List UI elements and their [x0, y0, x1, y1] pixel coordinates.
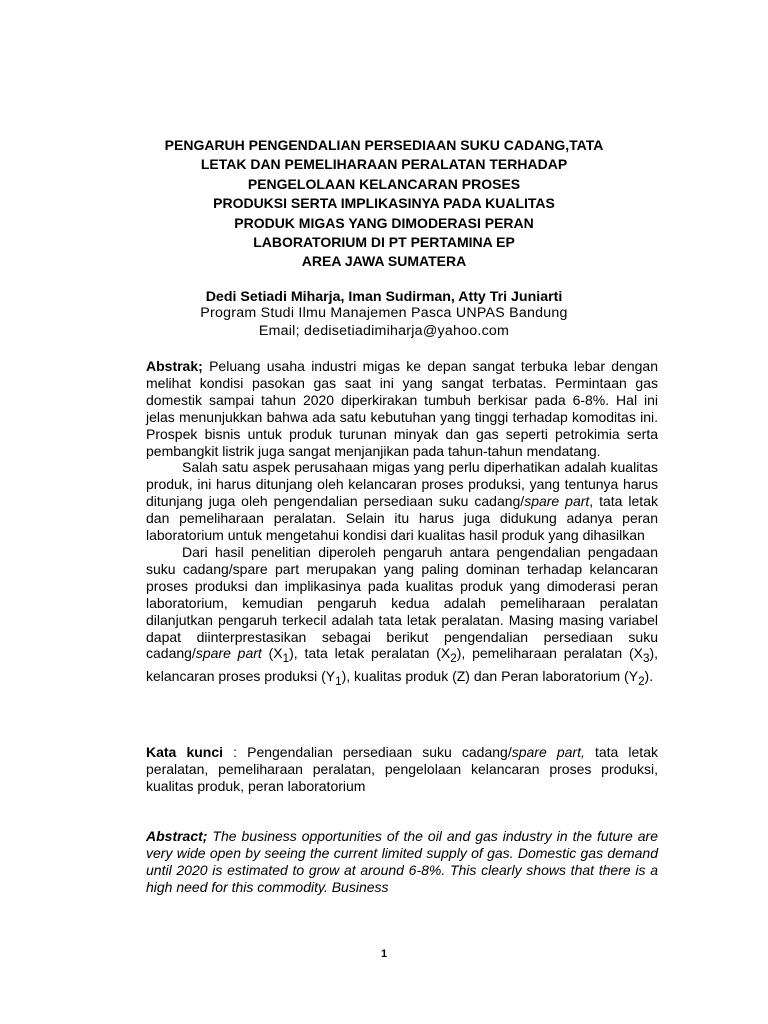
abstract-english-paragraph: [146, 828, 658, 896]
variable-subscript: 1: [335, 674, 342, 688]
abstrak-text: (X: [261, 645, 283, 662]
variable-subscript: 2: [450, 652, 457, 666]
keywords-text: tata letak peralatan, pemeliharaan peralatan, pengelolaan kelancaran proses produksi, kualitas produk, peran laboratorium: [146, 744, 658, 794]
abstract-english-section: [146, 828, 658, 896]
author-list: Dedi Setiadi Miharja, Iman Sudirman, Atty Tri Juniarti: [205, 289, 563, 305]
abstrak-italic-term: spare part: [195, 645, 262, 662]
author-affiliation: Program Studi Ilmu Manajemen Pasca UNPAS Bandung: [200, 305, 568, 321]
abstrak-text: Salah satu aspek perusahaan migas yang perlu diperhatikan adalah kualitas produk, ini harus ditunjang oleh kelancaran proses produksi, yang tentunya harus ditunjang juga oleh pengendalian persediaan suku cadang/: [146, 459, 658, 510]
page-number: 1: [380, 948, 388, 960]
author-email: Email; dedisetiadimiharja@yahoo.com: [258, 323, 510, 339]
variable-subscript: 3: [642, 652, 650, 666]
abstrak-text: ), kelancaran proses produksi (Y: [146, 645, 659, 685]
title-line: LABORATORIUM DI PT PERTAMINA EP: [253, 234, 515, 251]
keywords-italic-term: spare part,: [511, 744, 585, 760]
abstrak-text: Dari hasil penelitian diperoleh pengaruh antara pengendalian pengadaan suku cadang/spare part merupakan yang paling dominan terhadap kelancaran proses produksi dan implikasinya pada kualitas produk yang dimoderasi peran laboratorium, kemudian pengaruh kedua adalah pemeliharaan peralatan dilanjutkan pengaruh terkecil adalah tata letak peralatan. Masing masing variabel dapat diinterprestasikan sebagai berikut pengendalian persediaan suku cadang/: [146, 543, 658, 662]
title-line: PRODUK MIGAS YANG DIMODERASI PERAN: [234, 214, 534, 231]
title-line: AREA JAWA SUMATERA: [301, 253, 467, 270]
abstrak-text: ), tata letak peralatan (X: [289, 645, 451, 662]
keywords-paragraph: [146, 744, 658, 795]
abstrak-italic-term: spare part: [524, 493, 590, 510]
keywords-label: Kata kunci: [146, 744, 224, 760]
title-line: LETAK DAN PEMELIHARAAN PERALATAN TERHADAP: [200, 156, 568, 173]
abstrak-label: Abstrak;: [146, 358, 203, 374]
abstract-english-label: Abstract;: [146, 828, 208, 844]
paper-title: [110, 136, 658, 272]
abstrak-section: [146, 358, 658, 691]
keywords-text: : Pengendalian persediaan suku cadang/: [223, 744, 512, 760]
abstrak-paragraph-1: [146, 358, 658, 459]
abstrak-text: Peluang usaha industri migas ke depan sangat terbuka lebar dengan melihat kondisi pasokan gas saat ini yang sangat terbatas. Permintaan gas domestik sampai tahun 2020 diperkirakan tumbuh berkisar pada 6-8%. Hal ini jelas menunjukkan bahwa ada satu kebutuhan yang tinggi terhadap komoditas ini. Prospek bisnis untuk produk turunan minyak dan gas seperti petrokimia serta pembangkit listrik juga sangat menjanjikan pada tahun-tahun mendatang.: [146, 358, 658, 459]
abstrak-text: ).: [644, 668, 654, 685]
abstract-english-text: The business opportunities of the oil and gas industry in the future are very wide open by seeing the current limited supply of gas. Domestic gas demand until 2020 is estimated to grow at around 6-8%. This clearly shows that there is a high need for this commodity. Business: [146, 828, 658, 895]
abstrak-text: ), kualitas produk (Z) dan Peran laboratorium (Y: [341, 668, 639, 685]
variable-subscript: 1: [282, 652, 290, 666]
keywords-section: [146, 744, 658, 795]
title-line: PENGELOLAAN KELANCARAN PROSES: [247, 175, 521, 192]
abstrak-paragraph-2: [146, 459, 658, 544]
abstrak-paragraph-3: [146, 544, 658, 691]
title-line: PRODUKSI SERTA IMPLIKASINYA PADA KUALITAS: [213, 195, 555, 212]
abstrak-text: ), pemeliharaan peralatan (X: [456, 645, 643, 662]
title-line: PENGARUH PENGENDALIAN PERSEDIAAN SUKU CADANG,TATA: [164, 137, 604, 153]
variable-subscript: 2: [638, 674, 645, 688]
abstrak-text: , tata letak dan pemeliharaan peralatan. Selain itu harus juga didukung adanya peran laboratorium untuk mengetahui kondisi dari kualitas hasil produk yang dihasilkan: [146, 493, 658, 544]
